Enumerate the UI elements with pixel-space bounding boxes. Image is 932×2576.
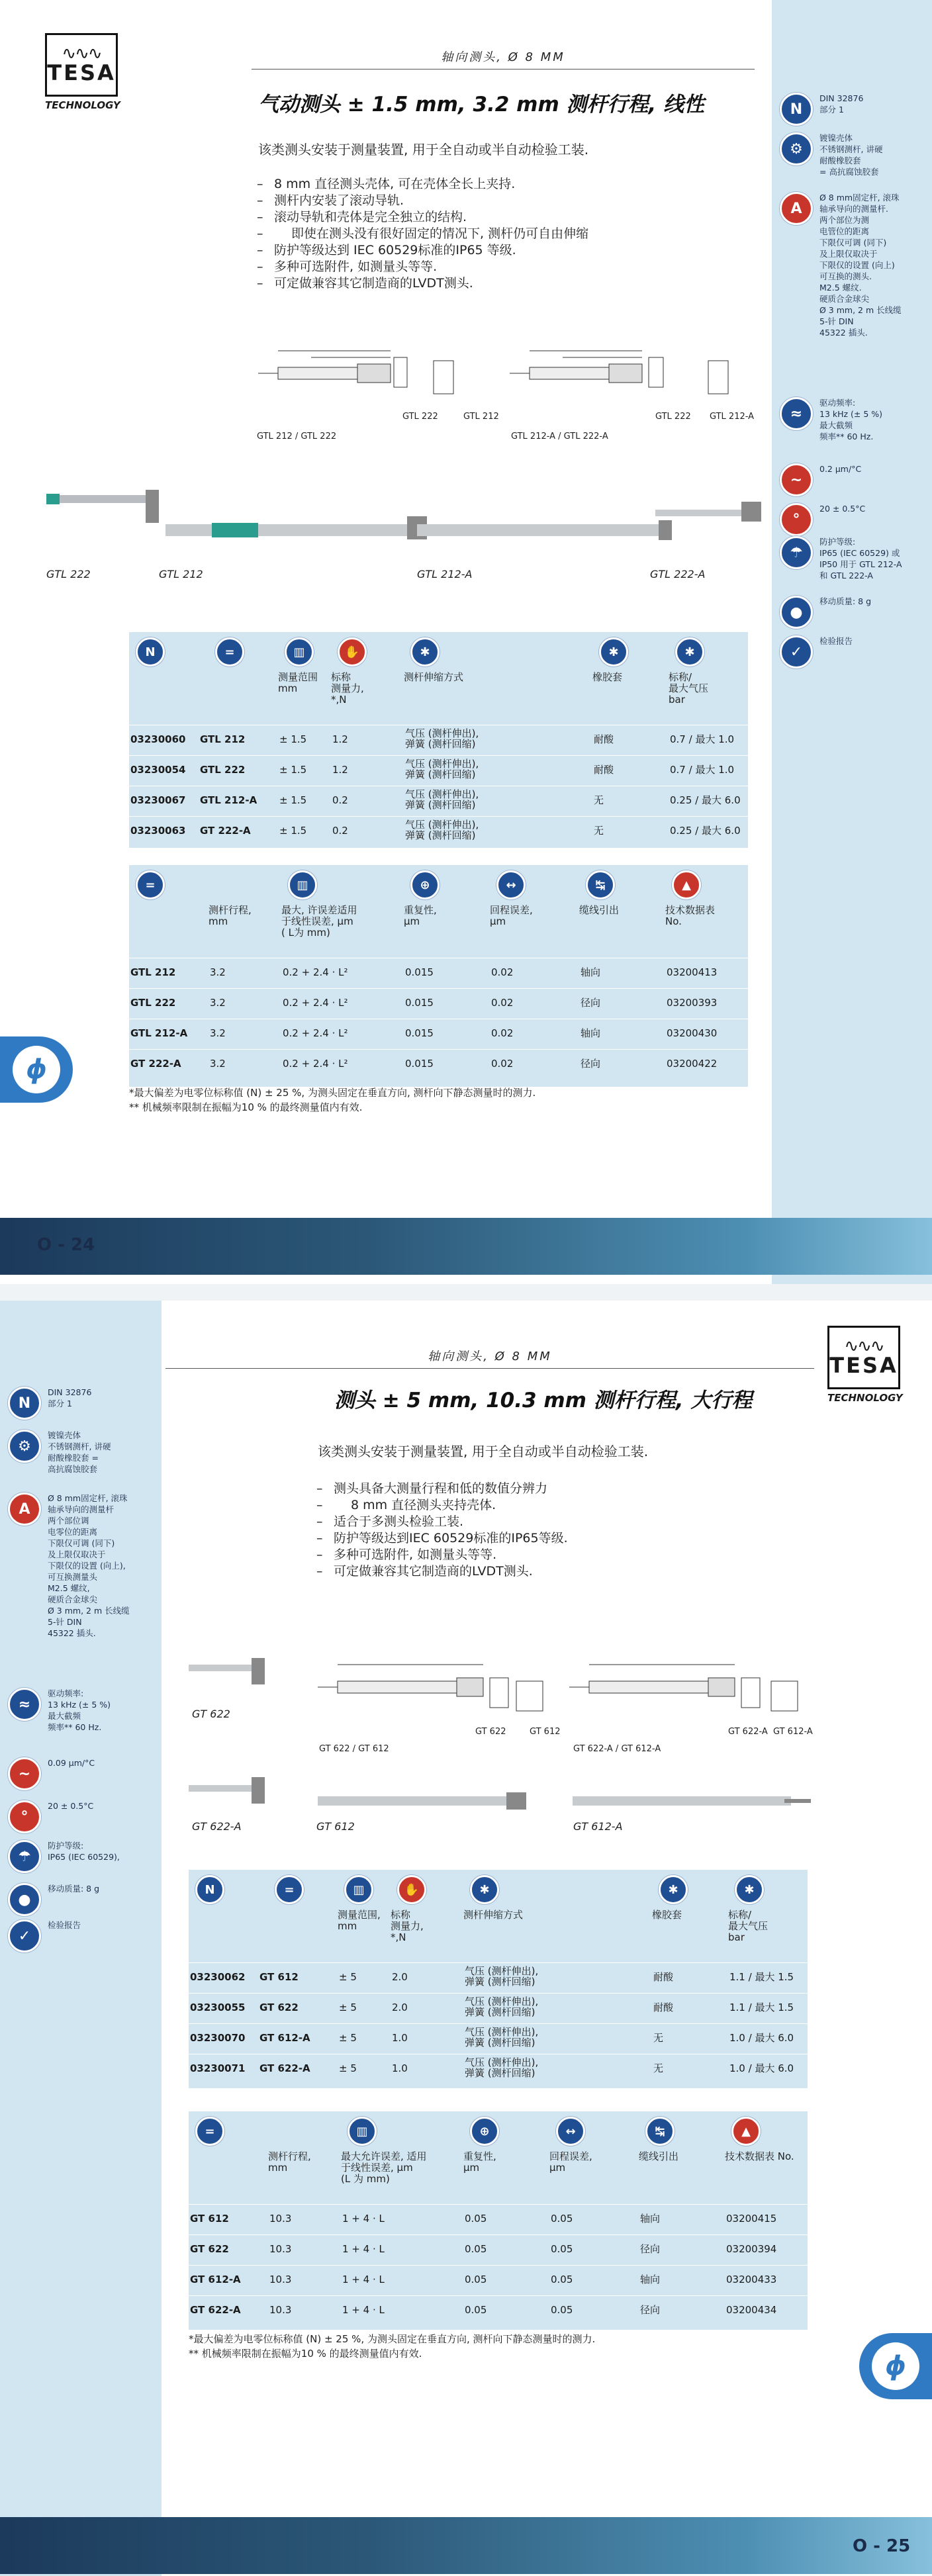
sidebar-feature-text: 20 ± 0.5°C bbox=[819, 504, 866, 514]
column-header: 最大, 许误差适用 于线性误差, µm ( L为 mm) bbox=[281, 904, 357, 939]
column-icon: ▥ bbox=[288, 870, 317, 899]
column-header: 最大允许误差, 适用 于线性误差, µm (L 为 mm) bbox=[341, 2150, 427, 2185]
probe-photos bbox=[314, 1787, 817, 1814]
table-cell: 1.2 bbox=[332, 764, 348, 776]
order-table bbox=[189, 1870, 808, 2088]
table-cell: GT 612-A bbox=[190, 2274, 241, 2285]
column-icon: ✱ bbox=[735, 1875, 764, 1904]
sidebar-feature-text: DIN 32876 部分 1 bbox=[819, 93, 864, 115]
feature-icon: ● bbox=[8, 1883, 41, 1916]
table-cell: 0.02 bbox=[491, 1058, 514, 1070]
drawing-caption: GTL 212-A / GTL 222-A bbox=[511, 432, 608, 441]
probe-label: GT 622-A bbox=[192, 1820, 242, 1833]
column-icon: N bbox=[136, 637, 165, 667]
table-cell: 1 + 4 · L bbox=[342, 2243, 385, 2255]
table-cell: 03200434 bbox=[726, 2304, 777, 2316]
column-header: 标称/ 最大气压 bar bbox=[669, 671, 709, 706]
table-cell: ± 5 bbox=[339, 1971, 357, 1983]
table-cell: 耐酸 bbox=[653, 2001, 674, 2013]
column-icon: ⊕ bbox=[410, 870, 440, 899]
sidebar-feature bbox=[780, 192, 929, 338]
feature-list-item: – 测头具备大测量行程和低的数值分辨力 bbox=[316, 1481, 568, 1497]
order-table bbox=[129, 632, 748, 848]
column-header: 技术数据表 No. bbox=[725, 2150, 794, 2162]
sidebar-feature bbox=[8, 1688, 157, 1733]
sidebar-feature-text: 检验报告 bbox=[819, 636, 853, 646]
intro-text: 该类测头安装于测量装置, 用于全自动或半自动检验工装. bbox=[318, 1444, 649, 1459]
sidebar-feature bbox=[780, 93, 929, 126]
feature-icon: ✓ bbox=[780, 635, 813, 668]
table-cell: 0.2 + 2.4 · L² bbox=[283, 1027, 348, 1039]
section-header: 轴向测头, Ø 8 MM bbox=[165, 1347, 814, 1369]
sidebar-feature bbox=[780, 635, 929, 668]
table-row bbox=[189, 2295, 808, 2326]
column-icon: = bbox=[275, 1875, 304, 1904]
table-row bbox=[189, 2054, 808, 2084]
probe-label: GTL 222 bbox=[46, 568, 91, 580]
table-cell: 03230067 bbox=[130, 794, 186, 806]
table-cell: 0.05 bbox=[465, 2213, 487, 2225]
table-cell: 0.05 bbox=[465, 2274, 487, 2285]
column-header: 重复性, µm bbox=[463, 2150, 496, 2174]
feature-list-item: – 防护等级达到 IEC 60529标准的IP65 等级. bbox=[257, 242, 588, 259]
table-cell: 径向 bbox=[640, 2243, 661, 2255]
table-cell: 0.05 bbox=[551, 2304, 573, 2316]
feature-icon: N bbox=[8, 1387, 41, 1420]
table-row bbox=[129, 816, 748, 847]
feature-list-item: – 可定做兼容其它制造商的LVDT测头. bbox=[316, 1563, 568, 1580]
table-cell: 0.02 bbox=[491, 997, 514, 1009]
column-header: 回程误差, µm bbox=[490, 904, 533, 927]
table-cell: 径向 bbox=[581, 997, 601, 1009]
feature-icon: ✓ bbox=[8, 1919, 41, 1953]
table-cell: 10.3 bbox=[269, 2274, 292, 2285]
table-cell: ± 1.5 bbox=[279, 733, 307, 745]
sidebar-feature bbox=[780, 397, 929, 442]
sidebar-feature-text: 检验报告 bbox=[48, 1920, 81, 1930]
spec-table bbox=[189, 2111, 808, 2330]
column-icon: ▥ bbox=[348, 2117, 377, 2146]
feature-icon: N bbox=[780, 93, 813, 126]
probe-label: GT 622 bbox=[192, 1708, 230, 1720]
feature-list bbox=[316, 1481, 568, 1580]
table-row bbox=[189, 2023, 808, 2054]
table-row bbox=[129, 1019, 748, 1049]
table-cell: 耐酸 bbox=[653, 1971, 674, 1983]
table-cell: 03200393 bbox=[667, 997, 718, 1009]
table-cell: GTL 212 bbox=[130, 966, 176, 978]
dimension-drawing bbox=[252, 331, 768, 424]
section-tab-logo[interactable]: ϕ bbox=[0, 1036, 73, 1103]
feature-icon: A bbox=[780, 192, 813, 225]
table-row bbox=[189, 2204, 808, 2234]
table-cell: 气压 (测杆伸出), 弹簧 (测杆回缩) bbox=[465, 1996, 539, 2018]
sidebar-feature-text: 20 ± 0.5°C bbox=[48, 1801, 94, 1811]
sidebar-feature-text: 防护等级: IP65 (IEC 60529), bbox=[48, 1841, 120, 1862]
table-cell: 10.3 bbox=[269, 2304, 292, 2316]
sidebar-feature-text: Ø 8 mm固定杆, 滚珠 轴承导向的测量杆. 两个部位为测 电管位的距离 下限仅可调 (同下) 及上限仅取决于 下限仅的设置 (向上) 可互换的测头. M2.5 螺纹. 硬质合金球尖 Ø 3 mm, 2 m 长线缆 5-针 DIN 45322 插头. bbox=[819, 193, 902, 338]
table-cell: 1.1 / 最大 1.5 bbox=[729, 2001, 794, 2013]
column-icon: ✱ bbox=[659, 1875, 688, 1904]
feature-list-item: – 测杆内安装了滚动导轨. bbox=[257, 193, 588, 209]
column-header: 测量范围, mm bbox=[338, 1909, 381, 1932]
table-cell: GTL 212-A bbox=[130, 1027, 188, 1039]
table-cell: 3.2 bbox=[210, 1058, 226, 1070]
table-cell: 1 + 4 · L bbox=[342, 2304, 385, 2316]
table-cell: 03200413 bbox=[667, 966, 718, 978]
table-cell: GT 612 bbox=[190, 2213, 229, 2225]
table-cell: 气压 (测杆伸出), 弹簧 (测杆回缩) bbox=[465, 1965, 539, 1988]
sidebar-feature-text: 0.2 µm/°C bbox=[819, 464, 862, 474]
feature-list-item: – 8 mm 直径测头壳体, 可在壳体全长上夹持. bbox=[257, 176, 588, 193]
table-cell: 0.02 bbox=[491, 1027, 514, 1039]
table-cell: 气压 (测杆伸出), 弹簧 (测杆回缩) bbox=[405, 819, 479, 841]
page-title: 测头 ± 5 mm, 10.3 mm 测杆行程, 大行程 bbox=[334, 1389, 753, 1412]
sidebar-feature-text: 镀镍壳体 不锈钢测杆, 讲硬 耐酸橡胶套 = 高抗腐蚀胶套 bbox=[48, 1430, 111, 1474]
table-cell: 03230071 bbox=[190, 2062, 246, 2074]
tesa-logo: ∿∿∿ TESA TECHNOLOGY bbox=[45, 33, 118, 111]
dimension-drawing bbox=[311, 1645, 814, 1737]
table-row bbox=[189, 1993, 808, 2023]
table-cell: 0.2 bbox=[332, 825, 348, 837]
table-cell: 气压 (测杆伸出), 弹簧 (测杆回缩) bbox=[405, 758, 479, 780]
sidebar-feature-text: 驱动频率: 13 kHz (± 5 %) 最大截频 频率** 60 Hz. bbox=[48, 1688, 111, 1732]
column-icon: ↹ bbox=[586, 870, 615, 899]
page-title: 气动测头 ± 1.5 mm, 3.2 mm 测杆行程, 线性 bbox=[258, 93, 705, 116]
table-cell: GTL 222 bbox=[200, 764, 246, 776]
sidebar-feature bbox=[8, 1800, 157, 1833]
spec-table bbox=[129, 865, 748, 1087]
table-cell: GT 222-A bbox=[200, 825, 251, 837]
sidebar-feature bbox=[8, 1387, 157, 1420]
table-cell: 轴向 bbox=[640, 2213, 661, 2225]
table-cell: 轴向 bbox=[640, 2274, 661, 2285]
table-cell: 无 bbox=[594, 825, 604, 837]
table-cell: 轴向 bbox=[581, 1027, 601, 1039]
drawing-caption: GT 622 / GT 612 bbox=[319, 1744, 389, 1754]
feature-icon: ≈ bbox=[8, 1688, 41, 1721]
feature-sidebar bbox=[0, 1301, 162, 2576]
feature-icon: A bbox=[8, 1493, 41, 1526]
feature-icon: ☂ bbox=[8, 1840, 41, 1873]
section-tab-logo[interactable]: ϕ bbox=[859, 2333, 932, 2399]
drawing-caption: GTL 212 / GTL 222 bbox=[257, 432, 337, 441]
column-icon: ✱ bbox=[599, 637, 628, 667]
sidebar-feature bbox=[8, 1493, 157, 1639]
table-cell: GTL 222 bbox=[130, 997, 176, 1009]
sidebar-feature-text: 防护等级: IP65 (IEC 60529) 或 IP50 用于 GTL 212-A 和 GTL 222-A bbox=[819, 537, 902, 580]
feature-list-item: – 多种可选附件, 如测量头等等. bbox=[257, 259, 588, 275]
drawing-caption: GTL 212 bbox=[463, 412, 499, 422]
catalog-page-o25 bbox=[0, 1301, 932, 2576]
table-row bbox=[129, 755, 748, 786]
feature-icon: ≈ bbox=[780, 397, 813, 430]
table-cell: 无 bbox=[594, 794, 604, 806]
drawing-caption: GT 612 bbox=[530, 1727, 561, 1737]
column-header: 标称 测量力, *,N bbox=[331, 671, 364, 706]
table-cell: 0.015 bbox=[405, 1058, 434, 1070]
sidebar-feature-text: DIN 32876 部分 1 bbox=[48, 1387, 92, 1408]
table-cell: 1.2 bbox=[332, 733, 348, 745]
column-icon: ✱ bbox=[470, 1875, 499, 1904]
page-number: O - 24 bbox=[37, 1235, 95, 1255]
feature-icon: ° bbox=[780, 503, 813, 536]
column-header: 标称/ 最大气压 bar bbox=[728, 1909, 769, 1943]
table-cell: 03230054 bbox=[130, 764, 186, 776]
table-cell: 0.7 / 最大 1.0 bbox=[670, 733, 735, 745]
feature-icon: ● bbox=[780, 596, 813, 629]
table-cell: GT 622 bbox=[259, 2001, 299, 2013]
table-cell: 0.2 + 2.4 · L² bbox=[283, 1058, 348, 1070]
sidebar-feature bbox=[8, 1840, 157, 1873]
feature-list bbox=[257, 176, 588, 292]
table-cell: GTL 212-A bbox=[200, 794, 257, 806]
probe-photos bbox=[40, 483, 768, 563]
column-header: 测杆伸缩方式 bbox=[404, 671, 464, 683]
sidebar-feature-text: 镀镍壳体 不锈钢测杆, 讲硬 耐酸橡胶套 = 高抗腐蚀胶套 bbox=[819, 133, 883, 177]
feature-list-item: – 适合于多测头检验工装. bbox=[316, 1514, 568, 1530]
feature-list-item: – 即使在测头没有很好固定的情况下, 测杆仍可自由伸缩 bbox=[257, 226, 588, 242]
table-cell: 0.7 / 最大 1.0 bbox=[670, 764, 735, 776]
table-cell: 10.3 bbox=[269, 2213, 292, 2225]
table-cell: 03230060 bbox=[130, 733, 186, 745]
column-icon: ↔ bbox=[496, 870, 526, 899]
table-cell: GT 622 bbox=[190, 2243, 229, 2255]
table-cell: ± 5 bbox=[339, 2001, 357, 2013]
drawing-caption: GT 622-A / GT 612-A bbox=[573, 1744, 661, 1754]
probe-label: GT 612 bbox=[316, 1820, 355, 1833]
table-cell: 0.2 bbox=[332, 794, 348, 806]
sidebar-feature bbox=[780, 503, 929, 536]
table-cell: 气压 (测杆伸出), 弹簧 (测杆回缩) bbox=[465, 2026, 539, 2048]
table-cell: 1.0 / 最大 6.0 bbox=[729, 2032, 794, 2044]
probe-photos bbox=[185, 1645, 271, 1843]
table-cell: 0.05 bbox=[551, 2213, 573, 2225]
sidebar-feature bbox=[780, 596, 929, 629]
table-cell: 1.0 / 最大 6.0 bbox=[729, 2062, 794, 2074]
feature-list-item: – 多种可选附件, 如测量头等等. bbox=[316, 1547, 568, 1563]
table-cell: GT 612-A bbox=[259, 2032, 310, 2044]
feature-icon: ° bbox=[8, 1800, 41, 1833]
column-icon: ✱ bbox=[675, 637, 704, 667]
sidebar-feature-text: 驱动频率: 13 kHz (± 5 %) 最大截频 频率** 60 Hz. bbox=[819, 398, 883, 441]
column-header: 橡胶套 bbox=[652, 1909, 682, 1921]
column-icon: ✱ bbox=[410, 637, 440, 667]
section-header: 轴向测头, Ø 8 MM bbox=[252, 48, 755, 69]
column-header: 橡胶套 bbox=[592, 671, 623, 683]
table-row bbox=[129, 725, 748, 755]
table-cell: 气压 (测杆伸出), 弹簧 (测杆回缩) bbox=[465, 2056, 539, 2079]
drawing-caption: GTL 222 bbox=[402, 412, 438, 422]
feature-sidebar bbox=[772, 0, 932, 1284]
table-row bbox=[189, 2265, 808, 2295]
probe-label: GT 612-A bbox=[573, 1820, 623, 1833]
footnote: *最大偏差为电零位标称值 (N) ± 25 %, 为测头固定在垂直方向, 测杆向下静态测量时的测力. bbox=[189, 2333, 596, 2345]
table-cell: ± 1.5 bbox=[279, 825, 307, 837]
table-cell: GT 612 bbox=[259, 1971, 299, 1983]
column-header: 标称 测量力, *,N bbox=[391, 1909, 424, 1943]
table-cell: GT 222-A bbox=[130, 1058, 181, 1070]
table-cell: 无 bbox=[653, 2032, 664, 2044]
table-row bbox=[129, 786, 748, 816]
column-icon: ▥ bbox=[285, 637, 314, 667]
column-icon: ▲ bbox=[731, 2117, 761, 2146]
table-cell: GTL 212 bbox=[200, 733, 246, 745]
column-icon: N bbox=[195, 1875, 224, 1904]
column-header: 测杆伸缩方式 bbox=[463, 1909, 524, 1921]
table-cell: 1 + 4 · L bbox=[342, 2274, 385, 2285]
column-icon: ↹ bbox=[645, 2117, 675, 2146]
table-cell: 1.1 / 最大 1.5 bbox=[729, 1971, 794, 1983]
table-cell: 0.05 bbox=[465, 2304, 487, 2316]
table-cell: 1.0 bbox=[392, 2032, 408, 2044]
table-cell: 03230063 bbox=[130, 825, 186, 837]
feature-icon: ⚙ bbox=[8, 1430, 41, 1463]
table-cell: 0.015 bbox=[405, 997, 434, 1009]
table-cell: 03230070 bbox=[190, 2032, 246, 2044]
table-cell: ± 1.5 bbox=[279, 764, 307, 776]
intro-text: 该类测头安装于测量装置, 用于全自动或半自动检验工装. bbox=[258, 142, 589, 158]
table-row bbox=[189, 2234, 808, 2265]
table-cell: 3.2 bbox=[210, 997, 226, 1009]
probe-label: GTL 212-A bbox=[417, 568, 473, 580]
footnote: ** 机械频率限制在振幅为10 % 的最终测量值内有效. bbox=[129, 1101, 363, 1113]
column-icon: ✋ bbox=[397, 1875, 426, 1904]
table-row bbox=[189, 1962, 808, 1993]
column-icon: ↔ bbox=[556, 2117, 585, 2146]
feature-list-item: – 可定做兼容其它制造商的LVDT测头. bbox=[257, 275, 588, 292]
table-cell: 0.2 + 2.4 · L² bbox=[283, 966, 348, 978]
probe-label: GTL 222-A bbox=[650, 568, 706, 580]
column-icon: ▲ bbox=[672, 870, 701, 899]
table-cell: 03230062 bbox=[190, 1971, 246, 1983]
column-header: 回程误差, µm bbox=[549, 2150, 592, 2174]
table-cell: 3.2 bbox=[210, 966, 226, 978]
feature-icon: ~ bbox=[8, 1757, 41, 1790]
table-cell: 0.25 / 最大 6.0 bbox=[670, 794, 741, 806]
column-header: 测量范围 mm bbox=[278, 671, 318, 694]
table-cell: 3.2 bbox=[210, 1027, 226, 1039]
page-number: O - 25 bbox=[853, 2536, 911, 2556]
column-icon: = bbox=[215, 637, 244, 667]
drawing-caption: GT 622-A bbox=[728, 1727, 768, 1737]
sidebar-feature-text: 0.09 µm/°C bbox=[48, 1758, 95, 1768]
table-cell: 气压 (测杆伸出), 弹簧 (测杆回缩) bbox=[405, 727, 479, 750]
column-icon: ▥ bbox=[344, 1875, 373, 1904]
feature-list-item: – 滚动导轨和壳体是完全独立的结构. bbox=[257, 209, 588, 226]
sidebar-feature-text: 移动质量: 8 g bbox=[48, 1884, 100, 1894]
sidebar-feature bbox=[780, 463, 929, 496]
drawing-caption: GTL 222 bbox=[655, 412, 691, 422]
table-cell: 1 + 4 · L bbox=[342, 2213, 385, 2225]
table-row bbox=[129, 988, 748, 1019]
footnote: ** 机械频率限制在振幅为10 % 的最终测量值内有效. bbox=[189, 2348, 422, 2360]
column-icon: ✋ bbox=[338, 637, 367, 667]
table-cell: 0.015 bbox=[405, 966, 434, 978]
table-cell: 0.05 bbox=[551, 2274, 573, 2285]
table-cell: 无 bbox=[653, 2062, 664, 2074]
table-cell: 耐酸 bbox=[594, 764, 614, 776]
sidebar-feature bbox=[8, 1430, 157, 1475]
feature-icon: ⚙ bbox=[780, 132, 813, 165]
drawing-caption: GT 612-A bbox=[773, 1727, 813, 1737]
column-header: 测杆行程, mm bbox=[268, 2150, 311, 2174]
sidebar-feature-text: Ø 8 mm固定杆, 滚珠 轴承导向的测量杆 两个部位调 电零位的距离 下限仅可调 (同下) 及上限仅取决于 下限仅的设置 (向上), 可互换测量头 M2.5 螺纹, 硬质合金球尖 Ø 3 mm, 2 m 长线缆 5-针 DIN 45322 插头. bbox=[48, 1493, 130, 1638]
column-icon: = bbox=[195, 2117, 224, 2146]
feature-list-item: – 8 mm 直径测头夹持壳体. bbox=[316, 1497, 568, 1514]
table-cell: 耐酸 bbox=[594, 733, 614, 745]
table-cell: 0.25 / 最大 6.0 bbox=[670, 825, 741, 837]
feature-icon: ☂ bbox=[780, 536, 813, 569]
feature-icon: ~ bbox=[780, 463, 813, 496]
column-header: 缆线引出 bbox=[579, 904, 620, 916]
footer-bar bbox=[0, 1218, 932, 1275]
table-cell: 轴向 bbox=[581, 966, 601, 978]
table-cell: 径向 bbox=[640, 2304, 661, 2316]
column-header: 重复性, µm bbox=[404, 904, 437, 927]
column-icon: = bbox=[136, 870, 165, 899]
drawing-caption: GT 622 bbox=[475, 1727, 506, 1737]
table-cell: 气压 (测杆伸出), 弹簧 (测杆回缩) bbox=[405, 788, 479, 811]
sidebar-feature bbox=[8, 1757, 157, 1790]
table-row bbox=[129, 958, 748, 988]
feature-list-item: – 防护等级达到IEC 60529标准的IP65等级. bbox=[316, 1530, 568, 1547]
column-header: 测杆行程, mm bbox=[209, 904, 252, 927]
page-gap bbox=[0, 1284, 932, 1301]
table-row bbox=[129, 1049, 748, 1080]
table-cell: 03200415 bbox=[726, 2213, 777, 2225]
sidebar-feature bbox=[780, 536, 929, 581]
column-header: 技术数据表 No. bbox=[665, 904, 716, 927]
footnote: *最大偏差为电零位标称值 (N) ± 25 %, 为测头固定在垂直方向, 测杆向下静态测量时的测力. bbox=[129, 1087, 536, 1099]
table-cell: GT 622-A bbox=[190, 2304, 241, 2316]
table-cell: 1.0 bbox=[392, 2062, 408, 2074]
catalog-page-o24 bbox=[0, 0, 932, 1284]
table-cell: 0.05 bbox=[551, 2243, 573, 2255]
table-cell: 03200430 bbox=[667, 1027, 718, 1039]
table-cell: 0.015 bbox=[405, 1027, 434, 1039]
table-cell: 03200394 bbox=[726, 2243, 777, 2255]
column-header: 缆线引出 bbox=[639, 2150, 679, 2162]
table-cell: 径向 bbox=[581, 1058, 601, 1070]
table-cell: 2.0 bbox=[392, 1971, 408, 1983]
table-cell: 03200422 bbox=[667, 1058, 718, 1070]
table-cell: 2.0 bbox=[392, 2001, 408, 2013]
table-cell: ± 5 bbox=[339, 2032, 357, 2044]
sidebar-feature bbox=[8, 1919, 157, 1953]
table-cell: 0.02 bbox=[491, 966, 514, 978]
table-cell: 0.2 + 2.4 · L² bbox=[283, 997, 348, 1009]
sidebar-feature-text: 移动质量: 8 g bbox=[819, 596, 872, 606]
table-cell: ± 5 bbox=[339, 2062, 357, 2074]
probe-label: GTL 212 bbox=[159, 568, 203, 580]
sidebar-feature bbox=[780, 132, 929, 177]
table-cell: GT 622-A bbox=[259, 2062, 310, 2074]
footer-bar bbox=[0, 2517, 932, 2574]
drawing-caption: GTL 212-A bbox=[710, 412, 755, 422]
tesa-logo: ∿∿∿ TESA TECHNOLOGY bbox=[827, 1326, 900, 1404]
table-cell: 03230055 bbox=[190, 2001, 246, 2013]
column-icon: ⊕ bbox=[470, 2117, 499, 2146]
sidebar-feature bbox=[8, 1883, 157, 1916]
table-cell: 03200433 bbox=[726, 2274, 777, 2285]
table-cell: 10.3 bbox=[269, 2243, 292, 2255]
table-cell: 0.05 bbox=[465, 2243, 487, 2255]
table-cell: ± 1.5 bbox=[279, 794, 307, 806]
